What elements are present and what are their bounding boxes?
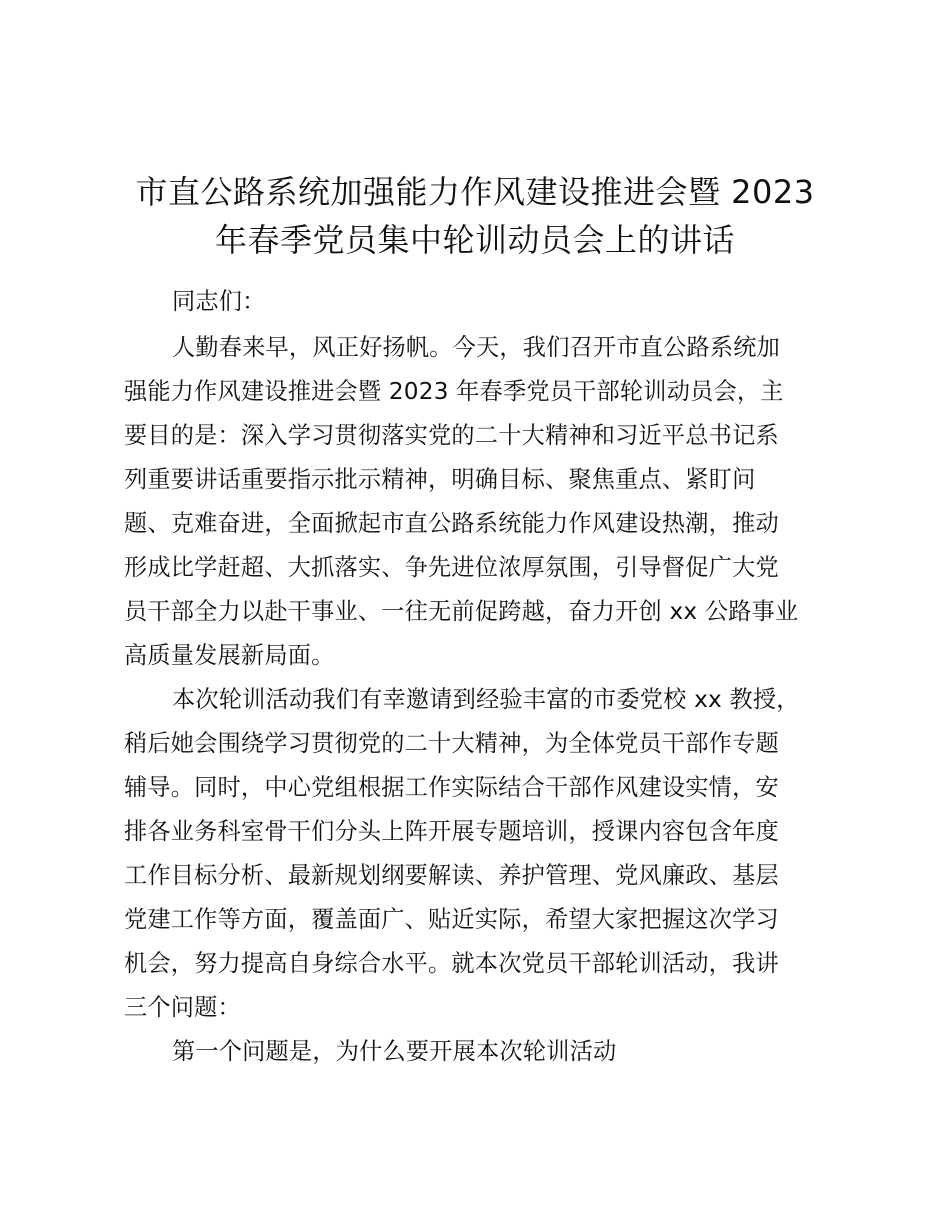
paragraph-2-line: 工作目标分析、最新规划纲要解读、养护管理、党风廉政、基层 — [124, 862, 779, 889]
paragraph-2-line: 机会，努力提高自身综合水平。就本次党员干部轮训活动，我讲 — [124, 950, 779, 977]
paragraph-2-line: 稍后她会围绕学习贯彻党的二十大精神，为全体党员干部作专题 — [124, 730, 779, 757]
paragraph-1-line: 员干部全力以赴干事业、一往无前促跨越，奋力开创 xx 公路事业 — [124, 598, 799, 625]
document-title-line-1: 市直公路系统加强能力作风建设推进会暨 2023 — [135, 173, 815, 211]
section-heading-1: 第一个问题是，为什么要开展本次轮训活动 — [172, 1038, 617, 1065]
paragraph-2-line: 辅导。同时，中心党组根据工作实际结合干部作风建设实情，安 — [124, 774, 779, 801]
paragraph-1-line: 高质量发展新局面。 — [124, 642, 335, 669]
paragraph-2-line: 三个问题： — [124, 994, 241, 1021]
paragraph-1-line: 列重要讲话重要指示批示精神，明确目标、聚焦重点、紧盯问 — [124, 466, 756, 493]
paragraph-2-line: 党建工作等方面，覆盖面广、贴近实际，希望大家把握这次学习 — [124, 906, 779, 933]
paragraph-2-line: 本次轮训活动我们有幸邀请到经验丰富的市委党校 xx 教授， — [172, 686, 800, 713]
paragraph-1-line: 强能力作风建设推进会暨 2023 年春季党员干部轮训动员会，主 — [124, 378, 784, 405]
paragraph-1-line: 要目的是：深入学习贯彻落实党的二十大精神和习近平总书记系 — [124, 422, 779, 449]
paragraph-1-line: 人勤春来早，风正好扬帆。今天，我们召开市直公路系统加 — [172, 334, 781, 361]
document-title-line-2: 年春季党员集中轮训动员会上的讲话 — [214, 221, 735, 259]
salutation: 同志们： — [172, 288, 266, 315]
paragraph-1-line: 形成比学赶超、大抓落实、争先进位浓厚氛围，引导督促广大党 — [124, 554, 779, 581]
paragraph-2-line: 排各业务科室骨干们分头上阵开展专题培训，授课内容包含年度 — [124, 818, 779, 845]
paragraph-1-line: 题、克难奋进，全面掀起市直公路系统能力作风建设热潮，推动 — [124, 510, 779, 537]
